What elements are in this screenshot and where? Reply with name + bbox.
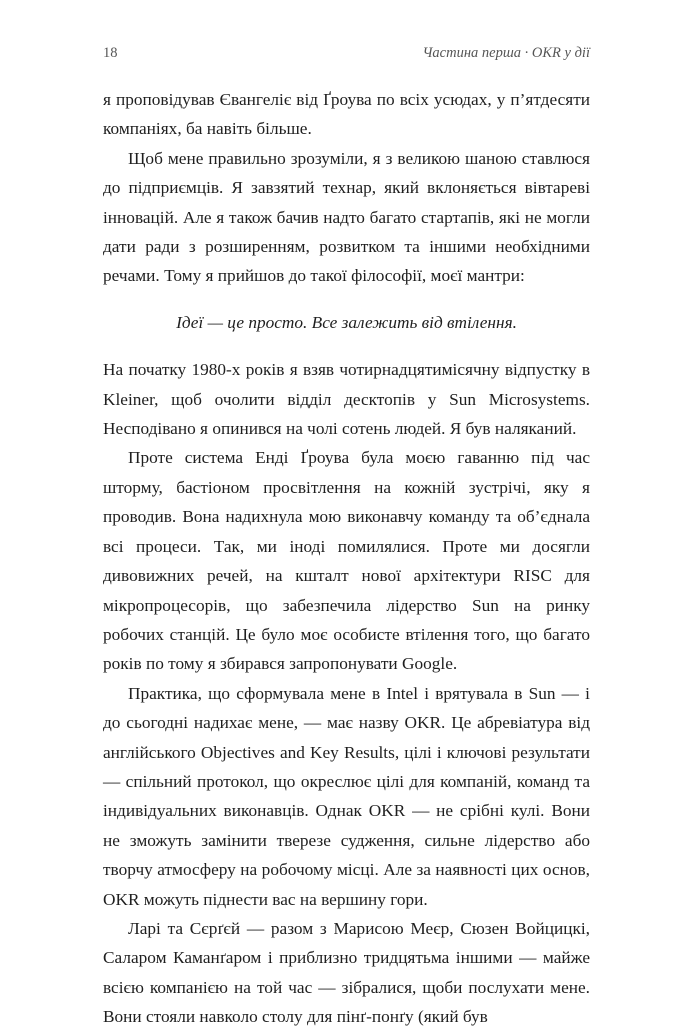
page-number: 18 [103, 45, 118, 61]
paragraph: Проте система Енді Ґроува була моєю гаванню під час шторму, бастіоном просвітлення на кожній зустрічі, яку я проводив. Вона надихнула мою виконавчу команду та об’єднала всі процеси. Так, ми іноді помилялися. Проте ми досягли дивовижних речей, на кшталт нової архітектури RISC для мікропроцесорів, що забезпечила лідерство Sun на ринку робочих станцій. Це було моє особисте втілення того, що багато років по тому я збирався запропонувати Google. [103, 448, 590, 674]
paragraph: Ларі та Сєрґєй — разом з Марисою Меєр, Сюзен Войцицкі, Саларом Каманґаром і приблизно тридцятьма іншими — майже всією компанією на той час — зібралися, щоби послухати мене. Вони стояли навколо столу для пінґ-понґу (який був [103, 918, 590, 1027]
paragraph: Щоб мене правильно зрозуміли, я з великою шаною ставлюся до підприємців. Я завзятий технар, який вклоняється вівтареві інновацій. Але я також бачив надто багато стартапів, які не могли дати ради з розширенням, розвитком та іншими необхідними речами. Тому я прийшов до такої філософії, моєї мантри: [103, 148, 590, 286]
epigraph-quote: Ідеї — це просто. Все залежить від втілення. [176, 312, 517, 332]
running-head [103, 45, 590, 69]
paragraph: я проповідував Євангеліє від Ґроува по всіх усюдах, у п’ятдесяти компаніях, ба навіть більше. [103, 90, 590, 139]
body-text [103, 85, 590, 1032]
section-title: Частина перша · OKR у дії [422, 45, 590, 61]
paragraph: Практика, що сформувала мене в Intel і врятувала в Sun — і до сьогодні надихає мене, — має назву OKR. Це абревіатура від англійського Objectives and Key Results, цілі і ключові результати — спільний протокол, що окреслює цілі для компаній, команд та індивідуальних виконавців. Однак OKR — не срібні кулі. Вони не зможуть замінити тверезе судження, сильне лідерство або творчу атмосферу на робочому місці. Але за наявності цих основ, OKR можуть піднести вас на вершину гори. [103, 683, 590, 909]
paragraph: На початку 1980-х років я взяв чотирнадцятимісячну відпустку в Kleiner, щоб очолити відділ десктопів у Sun Microsystems. Несподівано я опинився на чолі сотень людей. Я був наляканий. [103, 360, 590, 439]
